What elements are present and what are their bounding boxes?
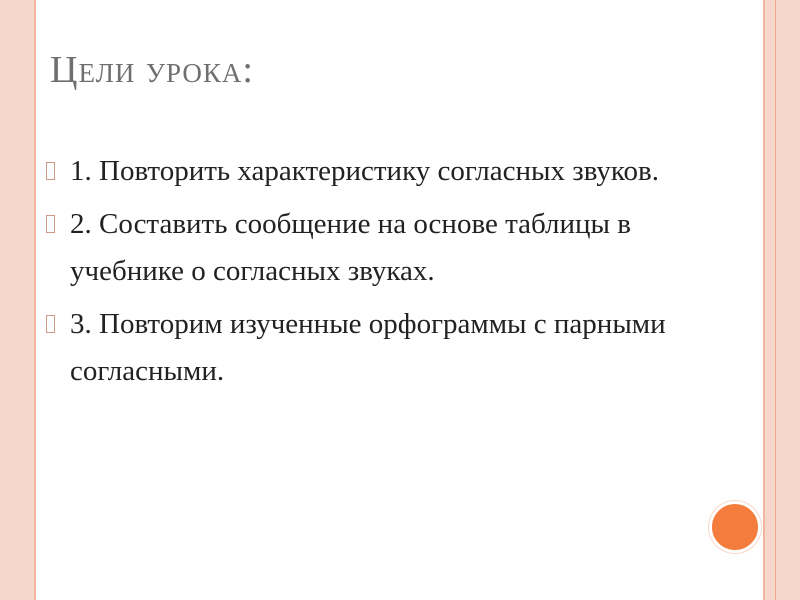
right-decorative-border (765, 0, 800, 600)
left-border-line (34, 0, 36, 600)
bullet-icon (46, 162, 55, 180)
bullet-text-1: 1. Повторить характеристику согласных звуков. (70, 155, 659, 187)
bullet-item-2 (44, 201, 724, 295)
orange-circle-icon (709, 501, 761, 553)
slide-title: Цели урока: (50, 49, 254, 91)
right-border-thin-line (775, 0, 776, 600)
bullet-item-3 (44, 301, 724, 395)
bullet-text-3: 3. Повторим изученные орфограммы с парными согласными. (70, 308, 666, 387)
left-decorative-border (0, 0, 34, 600)
bullet-list (44, 148, 724, 401)
bullet-icon (46, 315, 55, 333)
bullet-icon (46, 215, 55, 233)
bullet-item-1 (44, 148, 724, 195)
right-border-line (763, 0, 765, 600)
bullet-text-2: 2. Составить сообщение на основе таблицы в учебнике о согласных звуках. (70, 208, 631, 287)
